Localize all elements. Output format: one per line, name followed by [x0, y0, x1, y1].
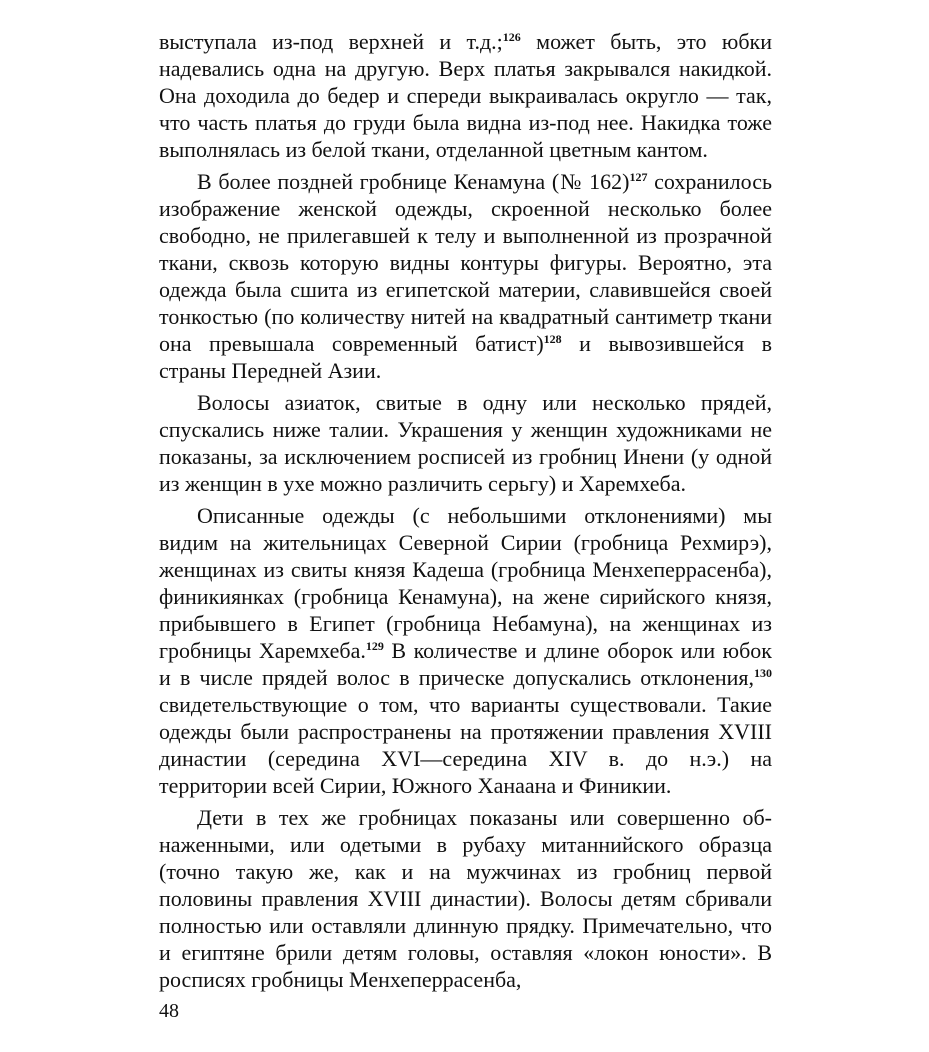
paragraph: [159, 502, 772, 799]
footnote-ref: 128: [543, 332, 562, 346]
paragraph: [159, 804, 772, 993]
text-run: свидетельствующие о том, что варианты существовали. Такие одежды были распространены на протяжении правления XVIII династии (середина XVI—середина XIV в. до н.э.) на территории всей Сирии, Южного Ханаана и Финикии.: [159, 692, 772, 798]
text-run: В более поздней гробнице Кенамуна (№ 162): [197, 169, 630, 194]
text-run: Дети в тех же гробницах показаны или совершенно обнаженными, или одетыми в рубаху митаннийского образца (точно такую же, как и на мужчинах из гробниц первой половины правления XVIII династии). Волосы детям сбривали полностью или оставляли длинную прядку. Примечательно, что и египтяне брили детям головы, оставляя «локон юности». В росписях гробницы Менхеперрасенба,: [159, 805, 772, 992]
paragraph: [159, 389, 772, 497]
page-body: [159, 28, 772, 998]
paragraph: [159, 28, 772, 163]
text-run: может быть, это юбки надевались одна на другую. Верх платья закрывался накидкой. Она доходила до бедер и спереди выкраивалась округло — так, что часть платья до груди была видна из-под нее. Накидка тоже выполнялась из белой ткани, отделанной цветным кантом.: [159, 29, 772, 162]
text-run: сохранилось изображение женской одежды, скроенной несколько более свободно, не прилегавшей к телу и выполненной из прозрачной ткани, сквозь которую видны контуры фигуры. Вероятно, эта одежда была сшита из египетской материи, славившейся своей тонкостью (по количеству нитей на квадратный сантиметр ткани она превышала современный батист): [159, 169, 772, 356]
page-number: 48: [159, 1000, 179, 1022]
text-run: и вывозившейся в страны Передней Азии.: [159, 331, 773, 383]
text-run: Описанные одежды (с небольшими отклонениями) мы видим на жительницах Северной Сирии (гробница Рехмирэ), женщинах из свиты князя Кадеша (гробница Менхеперрасенба), финикиянках (гробница Кенамуна), на жене сирийского князя, прибывшего в Египет (гробница Небамуна), на женщинах из гробницы Харемхеба.: [159, 503, 772, 663]
footnote-ref: 127: [629, 170, 648, 184]
paragraph: [159, 168, 772, 384]
text-run: выступала из-под верхней и т.д.;: [159, 29, 503, 54]
text-run: Волосы азиаток, свитые в одну или несколько прядей, спускались ниже талии. Украшения у женщин художниками не показаны, за исключением росписей из гробниц Инени (у одной из женщин в ухе можно различить серьгу) и Харемхеба.: [159, 390, 772, 496]
footnote-ref: 126: [502, 30, 521, 44]
footnote-ref: 130: [754, 666, 772, 680]
text-run: В количестве и длине оборок или юбок и в числе прядей волос в прическе допускались отклонения,: [159, 638, 772, 690]
footnote-ref: 129: [365, 639, 384, 653]
